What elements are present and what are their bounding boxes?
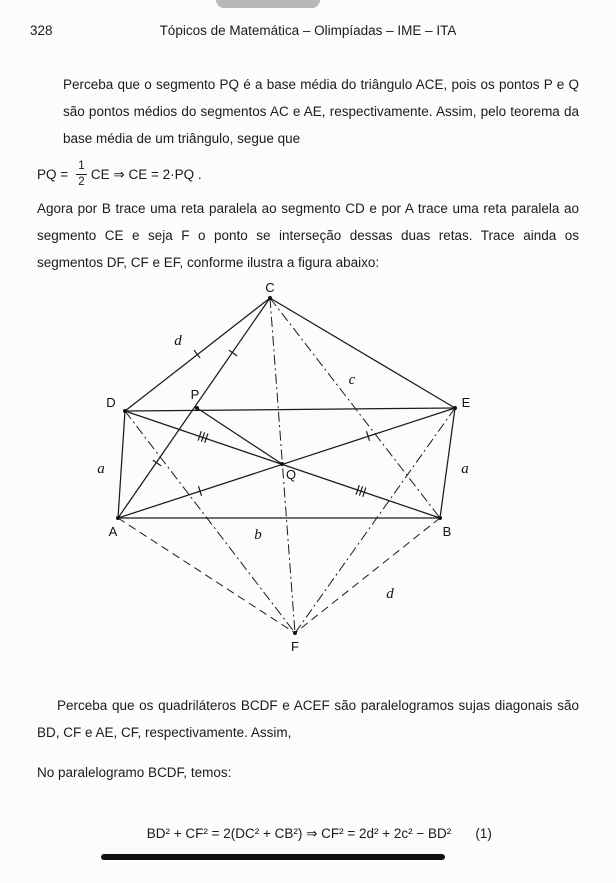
fraction-numerator: 1 xyxy=(78,160,85,173)
midsegment-formula xyxy=(37,156,579,192)
fraction-one-half xyxy=(76,160,87,187)
point-D xyxy=(123,409,127,413)
equation-tag: (1) xyxy=(475,826,492,841)
tick-marks xyxy=(153,350,370,497)
fraction-denominator: 2 xyxy=(78,175,85,188)
page-content xyxy=(0,71,616,874)
equation-body: BD² + CF² = 2(DC² + CB²) ⇒ CF² = 2d² + 2c² − BD² xyxy=(146,826,452,841)
edge-CE xyxy=(270,298,455,408)
paragraph-3: Perceba que os quadriláteros BCDF e ACEF são paralelogramos sujas diagonais são BD, CF e AE, CF, respectivamente. Assim, xyxy=(37,698,579,740)
point-label-E: E xyxy=(461,395,471,410)
paragraph-4: No paralelogramo BCDF, temos: xyxy=(37,765,232,780)
point-label-Q: Q xyxy=(286,467,297,482)
formula-lhs: PQ = xyxy=(37,166,72,182)
point-label-P: P xyxy=(190,387,200,402)
point-E xyxy=(453,406,457,410)
edge-DF xyxy=(125,411,295,633)
edge-label-CE: c xyxy=(348,372,356,388)
scan-artifact-bottom xyxy=(101,854,445,860)
edge-EB xyxy=(440,408,455,518)
geometry-svg xyxy=(85,283,505,661)
edge-DA xyxy=(118,411,125,518)
fraction-bar xyxy=(76,174,87,175)
paragraph-1: Perceba que o segmento PQ é a base média do triângulo ACE, pois os pontos P e Q são pontos médios do segmentos AC e AE, respectivamente. Assim, pelo teorema da base média de um triângulo, segue que xyxy=(63,77,579,146)
page-header xyxy=(0,0,616,42)
edge-label-BF: d xyxy=(386,586,394,602)
point-F xyxy=(293,631,297,635)
edge-label-AB: b xyxy=(254,527,262,543)
edge-DE xyxy=(125,408,455,411)
paragraph-2: Agora por B trace uma reta paralela ao segmento CD e por A trace uma reta paralela ao segmento CE e seja F o ponto se interseção dessas duas retas. Trace ainda os segmentos DF, CF e EF, conforme ilustra a figura abaixo: xyxy=(37,201,579,270)
edge-AE xyxy=(118,408,455,518)
edge-label-DA: a xyxy=(97,461,105,477)
edge-label-CD: d xyxy=(174,333,182,349)
page-title: Tópicos de Matemática – Olimpíadas – IME – ITA xyxy=(159,23,457,38)
geometry-figure xyxy=(85,283,505,661)
formula-rhs: CE ⇒ CE = 2·PQ . xyxy=(90,166,202,182)
point-label-A: A xyxy=(108,524,118,539)
page-number: 328 xyxy=(30,23,53,38)
edge-BF xyxy=(295,518,440,633)
point-label-B: B xyxy=(442,524,452,539)
edge-PQ xyxy=(197,408,282,464)
point-label-F: F xyxy=(291,639,299,654)
point-A xyxy=(116,516,120,520)
point-P xyxy=(195,406,199,410)
point-B xyxy=(438,516,442,520)
point-label-D: D xyxy=(106,395,116,410)
edge-CA xyxy=(118,298,270,518)
point-Q xyxy=(280,462,284,466)
equation-1 xyxy=(37,793,579,874)
edge-label-EB: a xyxy=(461,461,469,477)
point-C xyxy=(268,296,272,300)
edge-AF xyxy=(118,518,295,633)
point-label-C: C xyxy=(265,283,275,295)
edge-EF xyxy=(295,408,455,633)
